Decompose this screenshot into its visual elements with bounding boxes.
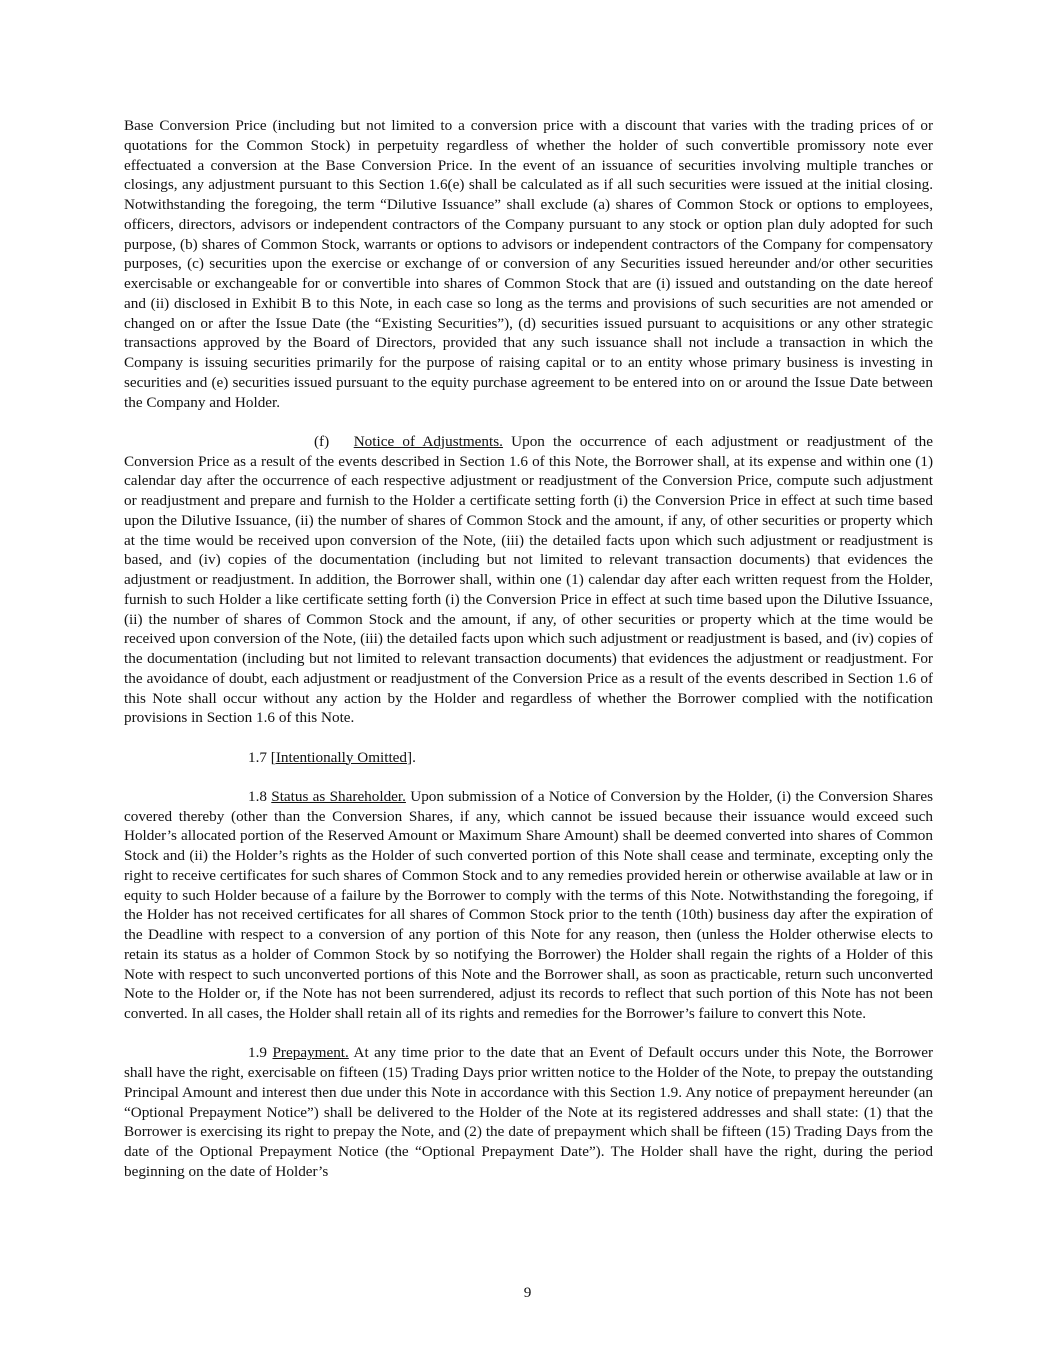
page-number: 9 <box>523 1284 532 1301</box>
section-1-8-number: 1.8 <box>248 787 272 805</box>
section-1-7-heading: [Intentionally Omitted] <box>270 748 413 766</box>
section-1-7-number: 1.7 <box>248 748 271 766</box>
section-1-8-body: Upon submission of a Notice of Conversion by the Holder, (i) the Conversion Shares covered thereby (other than the Conversion Shares, if any, which cannot be issued because their issuance would exceed such Holder’s allocated portion of the Reserved Amount or Maximum Share Amount) shall be deemed converted into shares of Common Stock and (ii) the Holder’s rights as the Holder of such converted portion of this Note shall cease and terminate, excepting only the right to receive certificates for such shares of Common Stock and to any remedies provided herein or otherwise available at law or in equity to such Holder because of a failure by the Borrower to comply with the terms of this Note. Notwithstanding the foregoing, if the Holder has not received certificates for all shares of Common Stock prior to the tenth (10th) business day after the expiration of the Deadline with respect to a conversion of any portion of this Note for any reason, then (unless the Holder otherwise elects to retain its status as a holder of Common Stock by so notifying the Borrower) the Holder shall regain the rights of a Holder of this Note with respect to such unconverted portions of this Note and the Borrower shall, as soon as practicable, return such unconverted Note to the Holder or, if the Note has not been surrendered, adjust its records to reflect that such portion of this Note has not been converted. In all cases, the Holder shall retain all of its rights and remedies for the Borrower’s failure to convert this Note. <box>124 787 934 1022</box>
paragraph-1-7 <box>124 748 933 768</box>
section-1-8-heading: Status as Shareholder. <box>271 787 406 805</box>
section-f-heading: Notice of Adjustments. <box>353 432 503 450</box>
section-1-9-number: 1.9 <box>248 1044 273 1062</box>
section-1-9-body: At any time prior to the date that an Event of Default occurs under this Note, the Borrower shall have the right, exercisable on fifteen (15) Trading Days prior written notice to the Holder of the Note, to prepay the outstanding Principal Amount and interest then due under this Note in accordance with this Section 1.9. Any notice of prepayment hereunder (an “Optional Prepayment Notice”) shall be delivered to the Holder of the Note at its registered addresses and shall state: (1) that the Borrower is exercising its right to prepay the Note, and (2) the date of prepayment which shall be fifteen (15) Trading Days from the date of the Optional Prepayment Notice (the “Optional Prepayment Date”). The Holder shall have the right, during the period beginning on the date of Holder’s <box>124 1044 934 1180</box>
paragraph-f-notice-of-adjustments <box>124 432 933 728</box>
section-1-7-tail: . <box>412 748 416 766</box>
paragraph-1-9-prepayment <box>124 1043 933 1181</box>
paragraph-1-8-status-as-shareholder <box>124 787 933 1024</box>
paragraph-continuation: Base Conversion Price (including but not limited to a conversion price with a discount that varies with the trading prices of or quotations for the Common Stock) in perpetuity regardless of whether the holder of such convertible promissory note ever effectuated a conversion at the Base Conversion Price. In the event of an issuance of securities involving multiple tranches or closings, any adjustment pursuant to this Section 1.6(e) shall be calculated as if all such securities were issued at the initial closing. Notwithstanding the foregoing, the term “Dilutive Issuance” shall exclude (a) shares of Common Stock or options to employees, officers, directors, advisors or independent contractors of the Company pursuant to any stock or option plan duly adopted for such purpose, (b) shares of Common Stock, warrants or options to advisors or independent contractors of the Company for compensatory purposes, (c) securities upon the exercise or exchange of or conversion of any Securities issued hereunder and/or other securities exercisable or exchangeable for or convertible into shares of Common Stock that are (i) issued and outstanding on the date hereof and (ii) disclosed in Exhibit B to this Note, in each case so long as the terms and provisions of such securities are not amended or changed on or after the Issue Date (the “Existing Securities”), (d) securities issued pursuant to acquisitions or any other strategic transactions approved by the Board of Directors, provided that any such issuance shall not include a transaction in which the Company is issuing securities primarily for the purpose of raising capital or to an entity whose primary business is investing in securities and (e) securities issued pursuant to the equity purchase agreement to be entered into on or around the Issue Date between the Company and Holder. <box>124 117 933 411</box>
section-f-body: Upon the occurrence of each adjustment or readjustment of the Conversion Price as a result of the events described in Section 1.6 of this Note, the Borrower shall, at its expense and within one (1) calendar day after the occurrence of each respective adjustment or readjustment of the Conversion Price, compute such adjustment or readjustment and prepare and furnish to the Holder a certificate setting forth (i) the Conversion Price in effect at such time based upon the Dilutive Issuance, (ii) the number of shares of Common Stock and the amount, if any, of other securities or property which at the time would be received upon conversion of the Note, (iii) the detailed facts upon which such adjustment or readjustment is based, and (iv) copies of the documentation (including but not limited to relevant transaction documents) that evidences the adjustment or readjustment. In addition, the Borrower shall, within one (1) calendar day after each written request from the Holder, furnish to such Holder a like certificate setting forth (i) the Conversion Price in effect at such time based upon the Dilutive Issuance, (ii) the number of shares of Common Stock and the amount, if any, of other securities or property which at the time would be received upon conversion of the Note, (iii) the detailed facts upon which such adjustment or readjustment is based, and (iv) copies of the documentation (including but not limited to relevant transaction documents) that evidences the adjustment or readjustment. For the avoidance of doubt, each adjustment or readjustment of the Conversion Price as a result of the events described in Section 1.6 of this Note shall occur without any action by the Holder and regardless of whether the Borrower complied with the notification provisions in Section 1.6 of this Note. <box>124 432 934 727</box>
section-1-9-heading: Prepayment. <box>272 1044 349 1062</box>
section-f-number: (f) <box>314 432 330 450</box>
